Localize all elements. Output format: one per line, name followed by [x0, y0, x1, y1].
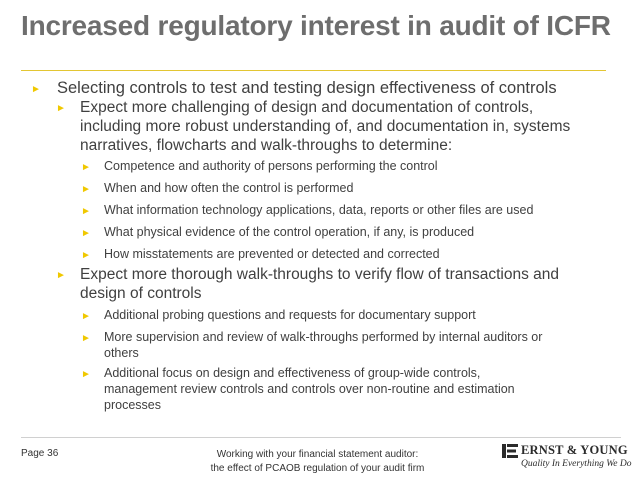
ernst-young-logo: [502, 442, 632, 474]
bullet-l2-line: Expect more challenging of design and documentation of controls,: [80, 99, 534, 116]
bullet-l2-line: narratives, flowcharts and walk-throughs to determine:: [80, 137, 453, 154]
footer-caption-line: Working with your financial statement auditor:: [216, 449, 419, 460]
arrow-bullet-icon: ►: [81, 162, 91, 173]
bullet-l3: Competence and authority of persons performing the control: [104, 159, 438, 173]
bullet-l3-line: processes: [104, 398, 161, 412]
title-divider: [21, 70, 606, 71]
arrow-bullet-icon: ►: [31, 84, 41, 95]
bullet-l3: Additional probing questions and requests for documentary support: [104, 308, 476, 322]
bullet-l3: When and how often the control is performed: [104, 181, 354, 195]
bullet-l3-line: others: [104, 346, 139, 360]
bullet-l3: What information technology applications, data, reports or other files are used: [104, 203, 534, 217]
footer-divider: [21, 437, 621, 438]
arrow-bullet-icon: ►: [81, 206, 91, 217]
logo-wordmark: ERNST & YOUNG: [521, 443, 628, 457]
slide-title: Increased regulatory interest in audit of ICFR: [21, 10, 611, 41]
footer-caption-line: the effect of PCAOB regulation of your audit firm: [210, 463, 425, 474]
arrow-bullet-icon: ►: [81, 184, 91, 195]
arrow-bullet-icon: ►: [81, 333, 91, 344]
bullet-l2-line: design of controls: [80, 285, 202, 302]
bullet-l1: Selecting controls to test and testing design effectiveness of controls: [57, 79, 557, 97]
ey-mark-icon: [502, 444, 518, 458]
bullet-l3-line: management review controls and controls over non-routine and estimation: [104, 382, 515, 396]
logo-tagline: Quality In Everything We Do: [521, 459, 632, 469]
bullet-l3: More supervision and review of walk-throughs performed by internal auditors or: [104, 330, 543, 344]
bullet-l3: Additional focus on design and effectiveness of group-wide controls,: [104, 366, 481, 380]
bullet-l2-line: Expect more thorough walk-throughs to verify flow of transactions and: [80, 266, 560, 283]
arrow-bullet-icon: ►: [81, 369, 91, 380]
footer-caption: [195, 448, 440, 476]
bullet-l3: How misstatements are prevented or detected and corrected: [104, 247, 440, 261]
arrow-bullet-icon: ►: [81, 228, 91, 239]
arrow-bullet-icon: ►: [56, 270, 66, 281]
page-number: Page 36: [21, 448, 59, 459]
arrow-bullet-icon: ►: [81, 250, 91, 261]
arrow-bullet-icon: ►: [56, 103, 66, 114]
arrow-bullet-icon: ►: [81, 311, 91, 322]
bullet-l3: What physical evidence of the control operation, if any, is produced: [104, 225, 475, 239]
bullet-l2-line: including more robust understanding of, and documentation in, systems: [80, 118, 571, 135]
